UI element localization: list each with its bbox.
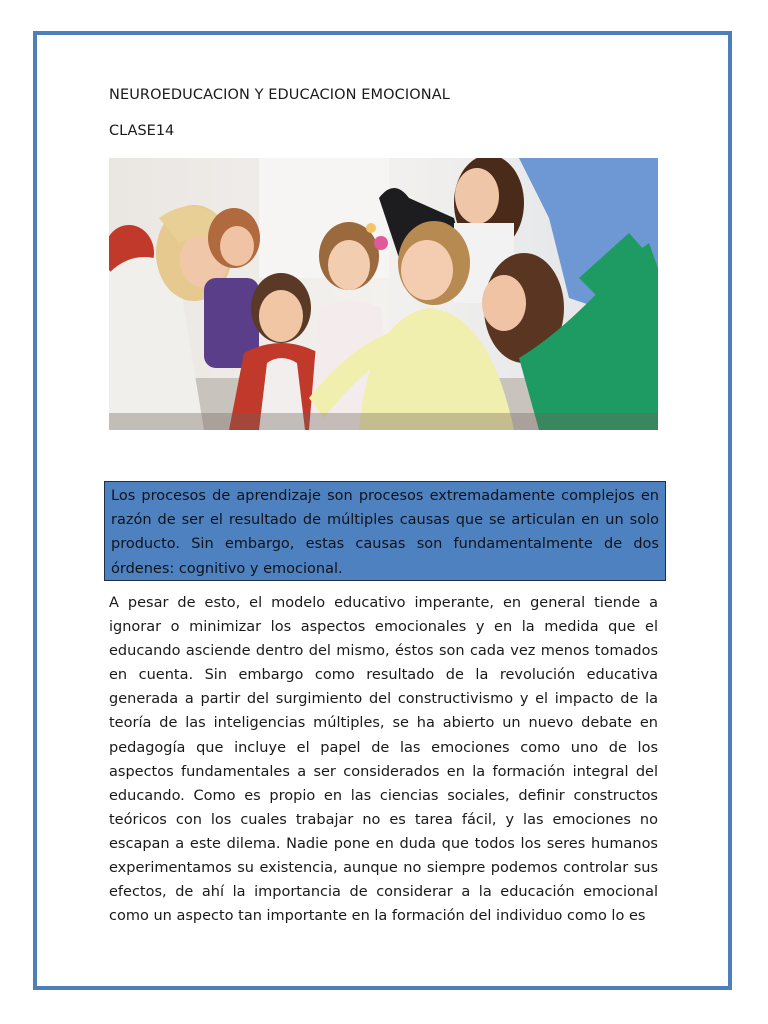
document-title: NEUROEDUCACION Y EDUCACION EMOCIONAL [109,87,450,103]
classroom-photo [109,158,658,430]
document-subtitle: CLASE14 [109,123,175,139]
body-paragraph: A pesar de esto, el modelo educativo imperante, en general tiende a ignorar o minimizar los aspectos emocionales y en la medida que el educando asciende dentro del mismo, éstos son cada vez menos tomados en cuenta. Sin embargo como resultado de la revolución educativa generada a partir del surgimiento del constructivismo y el impacto de la teoría de las inteligencias múltiples, se ha abierto un nuevo debate en pedagogía que incluye el papel de las emociones como uno de los aspectos fundamentales a ser considerados en la formación integral del educando. Como es propio en las ciencias sociales, definir constructos teóricos con los cuales trabajar no es tarea fácil, y las emociones no escapan a este dilema. Nadie pone en duda que todos los seres humanos experimentamos su existencia, aunque no siempre podemos controlar sus efectos, de ahí la importancia de considerar a la educación emocional como un aspecto tan importante en la formación del individuo como lo es [109,595,658,925]
highlight-paragraph: Los procesos de aprendizaje son procesos extremadamente complejos en razón de ser el resultado de múltiples causas que se articulan en un solo producto. Sin embargo, estas causas son fundamentalmente de dos órdenes: cognitivo y emocional. [104,481,666,581]
